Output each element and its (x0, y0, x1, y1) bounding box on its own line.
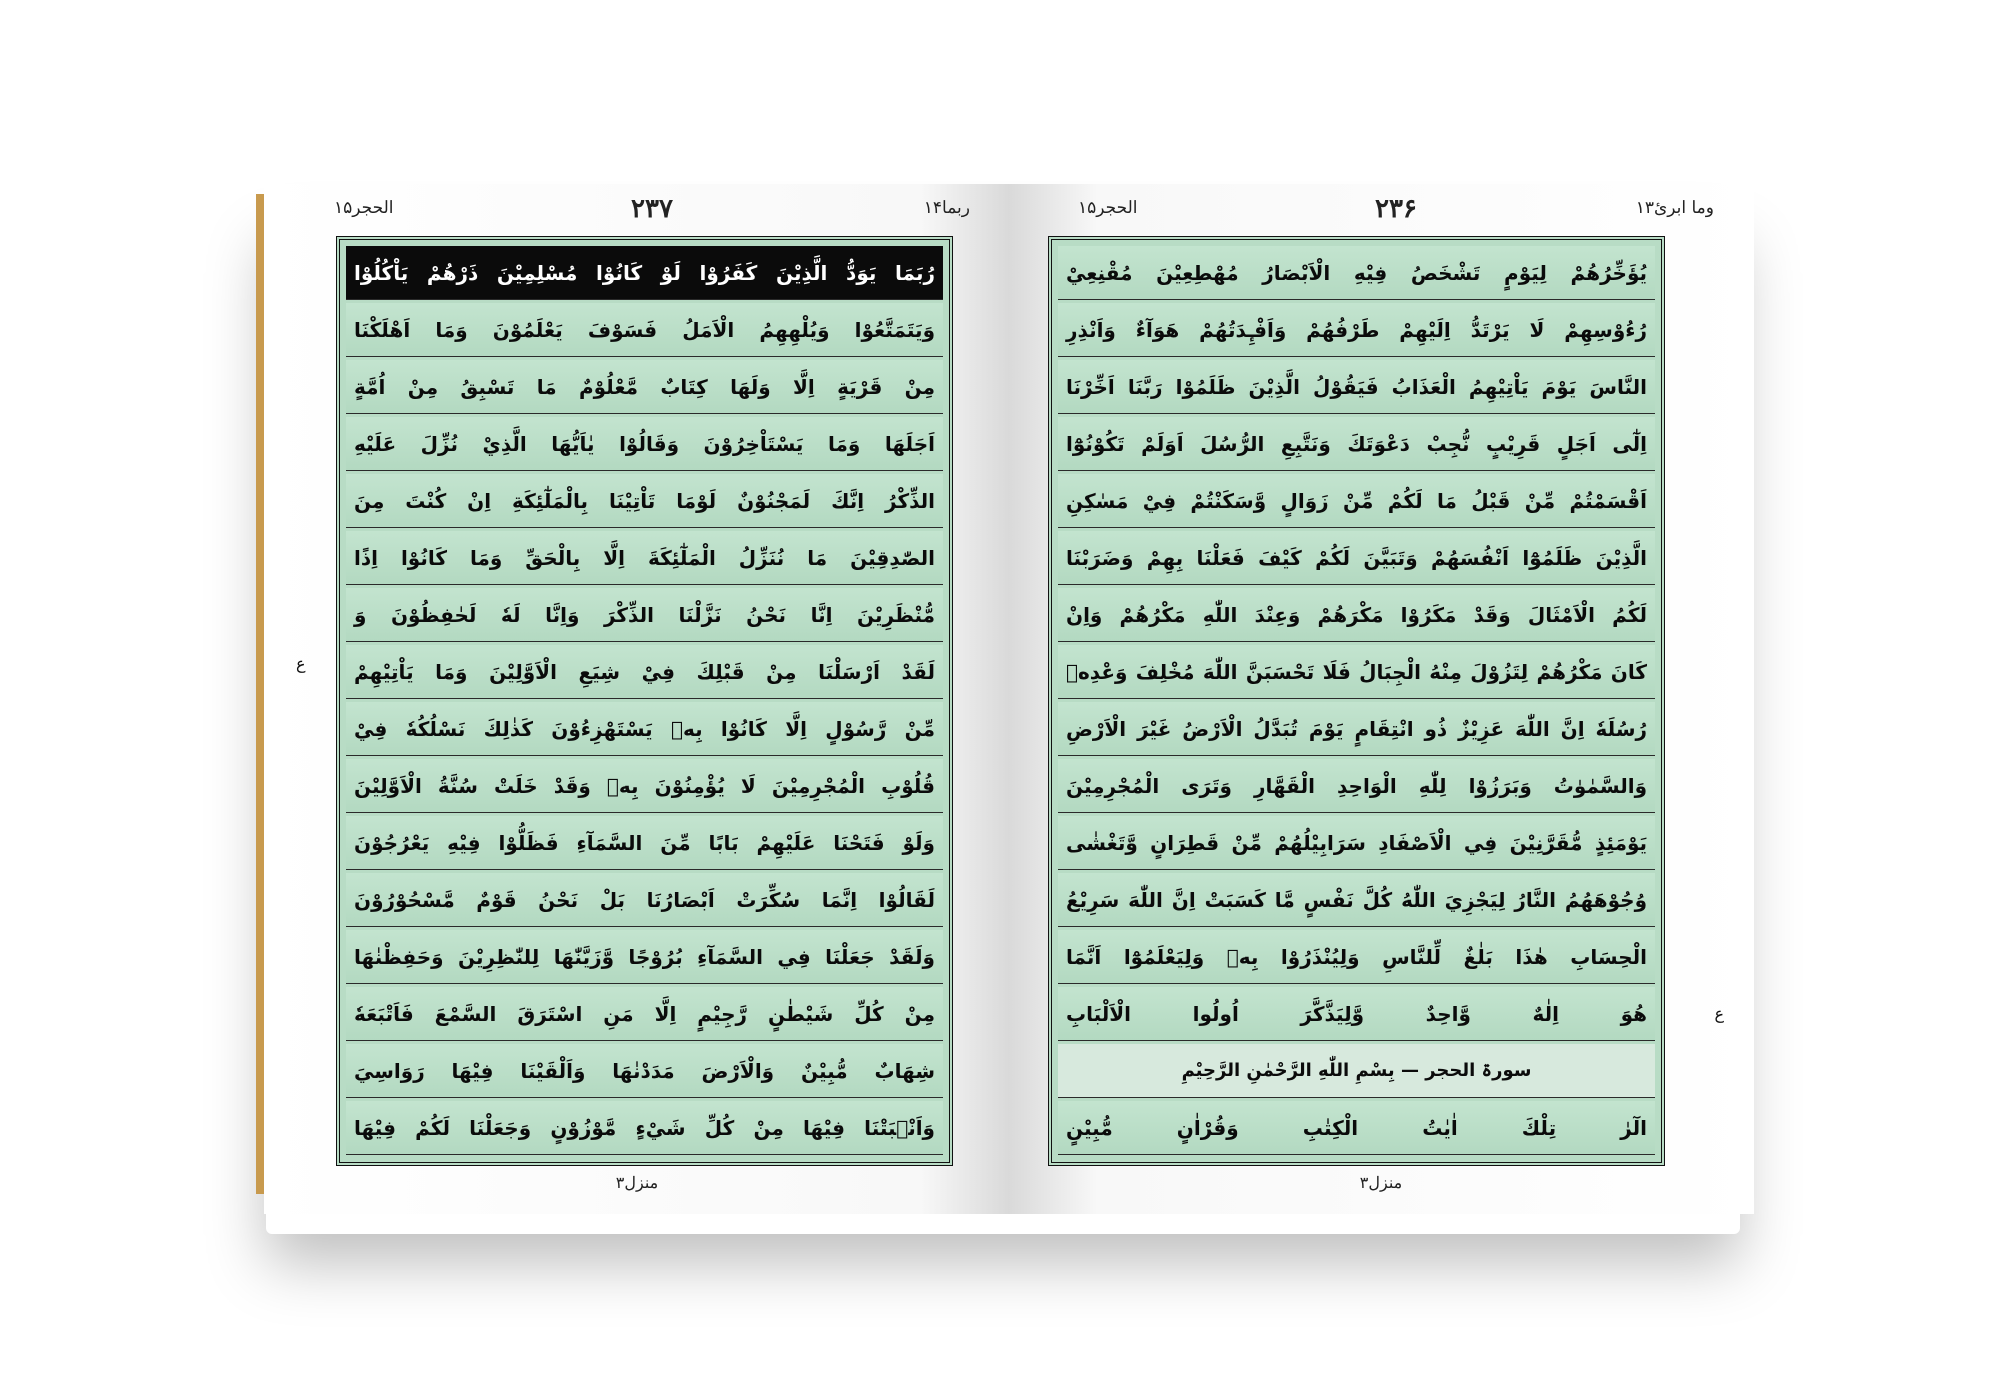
text-line: رُبَمَا يَوَدُّ الَّذِيْنَ كَفَرُوْا لَوْ كَانُوْا مُسْلِمِيْنَ ذَرْهُمْ يَاْكُلُوْا (346, 246, 943, 300)
text-line: اِلٰٓى اَجَلٍ قَرِيْبٍ نُّجِبْ دَعْوَتَكَ وَنَتَّبِعِ الرُّسُلَ اَوَلَمْ تَكُوْنُوْٓا (1058, 417, 1655, 471)
right-page-number: ۲۳۶ (1375, 194, 1417, 224)
text-line: مِنْ كُلِّ شَيْطٰنٍ رَّجِيْمٍ اِلَّا مَنِ اسْتَرَقَ السَّمْعَ فَاَتْبَعَهٗ (346, 987, 943, 1041)
text-line: مُّنْظَرِيْنَ اِنَّا نَحْنُ نَزَّلْنَا الذِّكْرَ وَاِنَّا لَهٗ لَحٰفِظُوْنَ وَ (346, 588, 943, 642)
left-page-lines (346, 246, 943, 1156)
text-line: وَلَوْ فَتَحْنَا عَلَيْهِمْ بَابًا مِّنَ السَّمَآءِ فَظَلُّوْا فِيْهِ يَعْرُجُوْنَ (346, 816, 943, 870)
text-line: الذِّكْرُ اِنَّكَ لَمَجْنُوْنٌ لَوْمَا تَاْتِيْنَا بِالْمَلٰٓئِكَةِ اِنْ كُنْتَ مِنَ (346, 474, 943, 528)
text-line: وُجُوْهَهُمُ النَّارُ لِيَجْزِيَ اللّٰهُ كُلَّ نَفْسٍ مَّا كَسَبَتْ اِنَّ اللّٰهَ سَرِيْعُ (1058, 873, 1655, 927)
text-line: وَاَنْۢبَتْنَا فِيْهَا مِنْ كُلِّ شَيْءٍ مَّوْزُوْنٍ وَجَعَلْنَا لَكُمْ فِيْهَا (346, 1101, 943, 1155)
surah-header-basmala: سورۃ الحجر — بِسْمِ اللّٰهِ الرَّحْمٰنِ الرَّحِيْمِ (1058, 1044, 1655, 1098)
text-line: اَجَلَهَا وَمَا يَسْتَاْخِرُوْنَ وَقَالُوْا يٰاَيُّهَا الَّذِيْ نُزِّلَ عَلَيْهِ (346, 417, 943, 471)
right-page (1008, 184, 1754, 1214)
text-line: هُوَ اِلٰهٌ وَّاحِدٌ وَّلِيَذَّكَّرَ اُولُوا الْاَلْبَابِ (1058, 987, 1655, 1041)
text-line: كَانَ مَكْرُهُمْ لِتَزُوْلَ مِنْهُ الْجِبَالُ فَلَا تَحْسَبَنَّ اللّٰهَ مُخْلِفَ وَعْدِهٖ (1058, 645, 1655, 699)
right-page-ruku-mark: ع (1714, 1004, 1724, 1023)
left-page-footer: منزل۳ (615, 1173, 659, 1192)
text-line: الْحِسَابِ هٰذَا بَلٰغٌ لِّلنَّاسِ وَلِيُنْذَرُوْا بِهٖ وَلِيَعْلَمُوْٓا اَنَّمَا (1058, 930, 1655, 984)
text-line: لَقَدْ اَرْسَلْنَا مِنْ قَبْلِكَ فِيْ شِيَعِ الْاَوَّلِيْنَ وَمَا يَاْتِيْهِمْ (346, 645, 943, 699)
text-line: لَقَالُوْا اِنَّمَا سُكِّرَتْ اَبْصَارُنَا بَلْ نَحْنُ قَوْمٌ مَّسْحُوْرُوْنَ (346, 873, 943, 927)
text-line: الَّذِيْنَ ظَلَمُوْٓا اَنْفُسَهُمْ وَتَبَيَّنَ لَكُمْ كَيْفَ فَعَلْنَا بِهِمْ وَضَرَبْنَا (1058, 531, 1655, 585)
left-page (264, 184, 1010, 1214)
right-page-header (1078, 194, 1714, 232)
right-page-para-label: وما ابرئ۱۳ (1635, 198, 1714, 218)
text-line: يَوْمَئِذٍ مُّقَرَّنِيْنَ فِي الْاَصْفَادِ سَرَابِيْلُهُمْ مِّنْ قَطِرَانٍ وَّتَغْشٰى (1058, 816, 1655, 870)
text-line: رُسُلَهٗ اِنَّ اللّٰهَ عَزِيْزٌ ذُو انْتِقَامٍ يَوْمَ تُبَدَّلُ الْاَرْضُ غَيْرَ الْاَرْضِ (1058, 702, 1655, 756)
left-page-para-label: ربما۱۴ (923, 198, 970, 218)
text-line: الصّٰدِقِيْنَ مَا نُنَزِّلُ الْمَلٰٓئِكَةَ اِلَّا بِالْحَقِّ وَمَا كَانُوْا اِذًا (346, 531, 943, 585)
left-page-ruku-mark: ع (296, 654, 306, 673)
right-page-text-frame (1048, 236, 1665, 1166)
left-page-text-frame (336, 236, 953, 1166)
text-line: وَالسَّمٰوٰتُ وَبَرَزُوْا لِلّٰهِ الْوَاحِدِ الْقَهَّارِ وَتَرَى الْمُجْرِمِيْنَ (1058, 759, 1655, 813)
text-line: النَّاسَ يَوْمَ يَاْتِيْهِمُ الْعَذَابُ فَيَقُوْلُ الَّذِيْنَ ظَلَمُوْا رَبَّنَا اَخِّرْنَا (1058, 360, 1655, 414)
right-page-lines (1058, 246, 1655, 1156)
text-line: قُلُوْبِ الْمُجْرِمِيْنَ لَا يُؤْمِنُوْنَ بِهٖ وَقَدْ خَلَتْ سُنَّةُ الْاَوَّلِيْنَ (346, 759, 943, 813)
text-line: يُؤَخِّرُهُمْ لِيَوْمٍ تَشْخَصُ فِيْهِ الْاَبْصَارُ مُهْطِعِيْنَ مُقْنِعِيْ (1058, 246, 1655, 300)
right-page-surah-label: الحجر۱۵ (1078, 198, 1138, 218)
text-line: اَقْسَمْتُمْ مِّنْ قَبْلُ مَا لَكُمْ مِّنْ زَوَالٍ وَّسَكَنْتُمْ فِيْ مَسٰكِنِ (1058, 474, 1655, 528)
text-line: رُءُوْسِهِمْ لَا يَرْتَدُّ اِلَيْهِمْ طَرْفُهُمْ وَاَفْـِٕدَتُهُمْ هَوَآءٌ وَاَنْذِرِ (1058, 303, 1655, 357)
right-page-footer: منزل۳ (1359, 1173, 1403, 1192)
text-line: مِّنْ رَّسُوْلٍ اِلَّا كَانُوْا بِهٖ يَسْتَهْزِءُوْنَ كَذٰلِكَ نَسْلُكُهٗ فِيْ (346, 702, 943, 756)
text-line: مِنْ قَرْيَةٍ اِلَّا وَلَهَا كِتَابٌ مَّعْلُوْمٌ مَا تَسْبِقُ مِنْ اُمَّةٍ (346, 360, 943, 414)
text-line: شِهَابٌ مُّبِيْنٌ وَالْاَرْضَ مَدَدْنٰهَا وَاَلْقَيْنَا فِيْهَا رَوَاسِيَ (346, 1044, 943, 1098)
open-book (256, 174, 1750, 1229)
left-page-surah-label: الحجر۱۵ (334, 198, 394, 218)
left-page-number: ۲۳۷ (631, 194, 673, 224)
left-page-header (334, 194, 970, 232)
text-line: لَكُمُ الْاَمْثَالَ وَقَدْ مَكَرُوْا مَكْرَهُمْ وَعِنْدَ اللّٰهِ مَكْرُهُمْ وَاِنْ (1058, 588, 1655, 642)
text-line: وَيَتَمَتَّعُوْا وَيُلْهِهِمُ الْاَمَلُ فَسَوْفَ يَعْلَمُوْنَ وَمَا اَهْلَكْنَا (346, 303, 943, 357)
text-line: الٓرٰ تِلْكَ اٰيٰتُ الْكِتٰبِ وَقُرْاٰنٍ مُّبِيْنٍ (1058, 1101, 1655, 1155)
text-line: وَلَقَدْ جَعَلْنَا فِي السَّمَآءِ بُرُوْجًا وَّزَيَّنّٰهَا لِلنّٰظِرِيْنَ وَحَفِظْنٰهَا (346, 930, 943, 984)
